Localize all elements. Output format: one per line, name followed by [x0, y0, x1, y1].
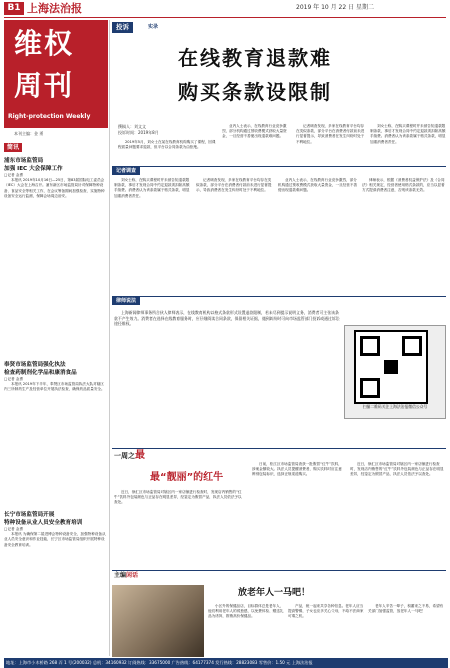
qr-caption: 扫描二维码关注上海法治报微信公众号	[362, 404, 428, 409]
body-column	[196, 178, 274, 194]
masthead-line2: 周刊	[14, 69, 75, 102]
brief-subtitle: 加强 IEC 大会保障工作	[4, 165, 63, 172]
body-column	[278, 178, 358, 194]
brief-author: □记者 金勇	[4, 377, 23, 381]
essay-column	[208, 604, 284, 620]
body-paragraph: 刘女士称，在购买课程时并未被告知退款限制条款，事后才发现合同中约定退款须扣除高额手续费。消费者认为该条款属于格式条款，明显加重消费者责任。	[114, 178, 190, 198]
week-paragraph: 日前，松江区市场监管局查获一批假冒“红牛”饮料，涉案金额较大。执法人员提醒消费者，购买饮料时应注意辨别包装标识，选择正规渠道购买。	[252, 462, 342, 477]
week-story-body	[114, 490, 244, 506]
qr-code-icon	[354, 330, 428, 404]
week-story-title: 最“靓丽”的红牛	[150, 472, 224, 483]
essay-column	[288, 604, 364, 620]
issue-date: 2019 年 10 月 22 日 星期二	[296, 4, 374, 11]
brief-body: 本报讯 2019年10月16日—25日，第83届国际电工委员会（IEC）大会在上海召开。浦东新区市场监管局针对保障特种设备、食品安全等相关工作，在会议筹备期间加强检查、实施特种设备安全运行监测，保障会场周边治安。	[4, 178, 105, 198]
essay-paragraph: 老年人辛苦一辈子，积蓄来之不易，希望有关部门加强监管，放老年人一马吧！	[368, 604, 444, 614]
intro-text	[118, 140, 218, 150]
footer-bar: 地址：上海市小木桥路 268 弄 1 号(200032) 总机：34160932 订阅热线：33675000 广告热线：64177374 发行热线：28823083 零售价：1.50 元 上海法治报	[4, 658, 448, 668]
lead-paragraph: 业内人士表示，在线教育行业竞争激烈，部分机构通过预收费模式获取大量资金，一旦经营不善便出现退款难问题。	[222, 124, 287, 139]
body-paragraph: 律师表示，根据《消费者权益保护法》及《合同法》相关规定，经营者使用格式条款的，应当以显著方式提请消费者注意，否则该条款无效。	[362, 178, 445, 193]
page-badge: B1	[4, 2, 24, 15]
brief-tag: 简讯	[4, 143, 22, 152]
lead-column	[370, 124, 446, 145]
week-label-accent: 最	[135, 450, 145, 461]
essay-title: 放老年人一马吧！	[238, 588, 311, 598]
section-bar	[112, 296, 446, 306]
brief-body: 本报讯 为确保第二届进博会特种设备安全，加强特种设备从业人员安全意识和作业技能，长宁区市场监管局组织开展特种设备安全教育培训。	[4, 532, 106, 547]
brief-title: 长宁市场监管局开展	[4, 512, 55, 518]
body-column	[114, 178, 192, 199]
brief-item	[4, 158, 106, 199]
brief-author: □记者 金勇	[4, 527, 23, 531]
section-label: 律师说法	[112, 297, 140, 305]
column-divider	[109, 20, 110, 656]
week-story-body	[252, 462, 344, 478]
byline: 撰稿人：刘文文 投诉时间：2019年8月	[118, 124, 159, 135]
essay-section	[114, 572, 138, 580]
brief-author: □记者 金勇	[4, 173, 23, 177]
headline-line1: 在线教育退款难	[178, 46, 332, 70]
kicker-tag: 投诉	[112, 22, 133, 33]
week-paragraph: 近日，徐汇区市场监管局对辖区内一家店铺进行检查时，发现店内销售的“红牛”饮料外包装颜色与正品存在明显差异，经鉴定为假冒产品，执法人员依法予以查处。	[350, 462, 444, 477]
essay-label: 主编	[114, 572, 127, 579]
brief-subtitle: 特种设备从业人员安全教育培训	[4, 519, 83, 526]
section-bar	[112, 166, 446, 176]
intro-paragraph: 2019年5月，刘女士在某在线教育机构购买了课程，因课程质量问题要求退款，但平台以合同条款为由拒绝。	[118, 140, 216, 150]
week-label-text: 一周之	[114, 452, 135, 460]
header-rule	[4, 17, 446, 18]
brief-subtitle: 检查药制剂化学品和康消食品	[4, 369, 77, 376]
law-paragraph: 上海新闻律师事务所合伙人律师表示，在线教育机构以格式条款形式设置退款限制，若未尽到提示说明义务，消费者可主张该条款不产生效力。消费者在选择在线教育服务时，应仔细阅读合同条款，保留相关证据，遇到纠纷时可向市场监管部门投诉或通过诉讼途径维权。	[114, 310, 340, 327]
body-paragraph: 记者调查发现，多家在线教育平台均存在类似条款，部分平台在消费者付款前未进行显著提示，导致消费者在发生纠纷时处于不利地位。	[196, 178, 272, 193]
kicker-sub: 实录	[148, 24, 159, 30]
section-rule	[112, 448, 446, 449]
elderly-photo	[112, 585, 204, 657]
chief-editor: 本刊主编：金 勇	[14, 131, 44, 136]
brief-body: 本报讯 2019年下半年，奉贤区市场监管局执法大队对辖区内三所制药生产及经营单位开展执法检查，确保药品质量安全。	[4, 382, 105, 392]
brief-title: 浦东市场监管局	[4, 158, 44, 164]
essay-column	[368, 604, 446, 614]
week-label	[114, 451, 145, 461]
lead-column	[222, 124, 292, 140]
masthead-line1: 维权	[14, 27, 75, 60]
lead-paragraph: 记者调查发现，多家在线教育平台均存在类似条款，部分平台在消费者付款前未进行显著提示，导致消费者在发生纠纷时处于不利地位。	[296, 124, 365, 144]
body-column	[362, 178, 446, 194]
weekly-masthead	[4, 20, 108, 128]
essay-paragraph: 产品，统一起来共享各种信息。老年人应当提高警惕，子女也应多关心父母，不给不法商家可乘之机。	[288, 604, 364, 619]
brief-item	[4, 362, 106, 393]
law-column	[114, 310, 340, 327]
masthead-english: Right-protection Weekly	[8, 113, 91, 120]
brief-section	[4, 143, 22, 152]
body-paragraph: 业内人士表示，在线教育行业竞争激烈，部分机构通过预收费模式获取大量资金，一旦经营不善便出现退款难问题。	[278, 178, 358, 193]
brief-title: 奉贤市场监管局强化执法	[4, 362, 66, 368]
brief-item	[4, 512, 106, 548]
section-rule	[112, 570, 446, 571]
headline-line2: 购买条款设限制	[178, 80, 332, 104]
lead-paragraph: 刘女士称，在购买课程时并未被告知退款限制条款，事后才发现合同中约定退款须扣除高额手续费。消费者认为该条款属于格式条款，明显加重消费者责任。	[370, 124, 446, 144]
essay-label-accent: 闲话	[126, 572, 139, 579]
week-paragraph: 近日，徐汇区市场监管局对辖区内一家店铺进行检查时，发现店内销售的“红牛”饮料外包装颜色与正品存在明显差异，经鉴定为假冒产品，执法人员依法予以查处。	[114, 490, 242, 505]
week-story-body	[350, 462, 446, 478]
section-label: 记者调查	[112, 167, 140, 175]
essay-paragraph: 小区外的保健品店，目标群体总是老年人，他们利用老年人的孤独感，以免费体检、赠送礼品为诱饵，推销高价保健品。	[208, 604, 284, 619]
newspaper-logo: 上海法治报	[27, 2, 82, 15]
lead-column	[296, 124, 366, 145]
